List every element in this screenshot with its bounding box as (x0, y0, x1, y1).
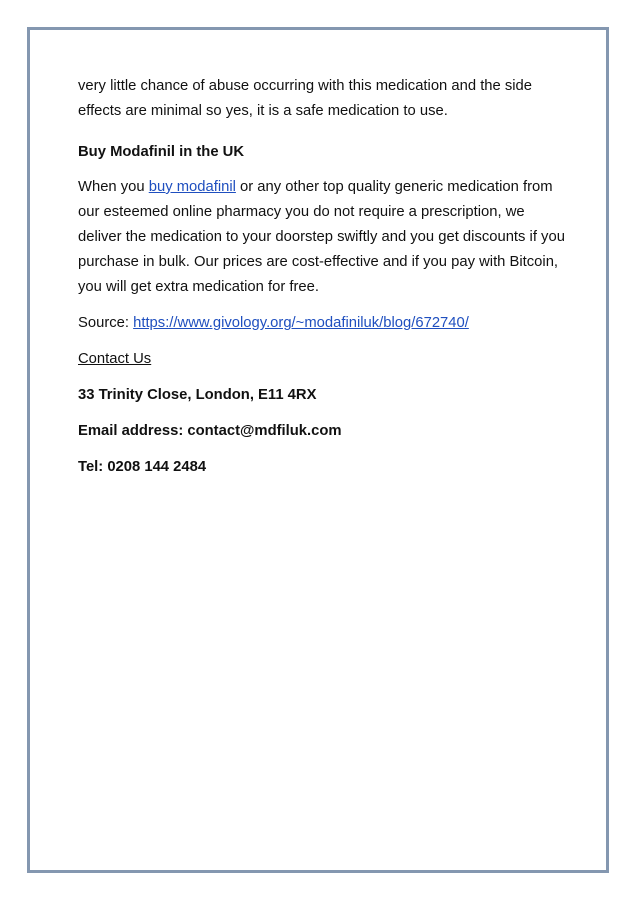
contact-us-text: Contact Us (78, 351, 152, 367)
source-line (78, 311, 570, 336)
buy-modafinil-link[interactable]: buy modafinil (148, 179, 236, 195)
contact-address: 33 Trinity Close, London, E11 4RX (78, 387, 317, 403)
section-heading: Buy Modafinil in the UK (78, 144, 245, 160)
section-text-before-link: When you (78, 179, 149, 195)
section-paragraph (78, 175, 570, 300)
contact-us-title (78, 347, 570, 372)
source-url-link[interactable]: https://www.givology.org/~modafiniluk/blog/672740/ (133, 315, 469, 331)
contact-tel: Tel: 0208 144 2484 (78, 459, 207, 475)
section-text-after-link: or any other top quality generic medication from our esteemed online pharmacy you do not require a prescription, we deliver the medication to your doorstep swiftly and you get discounts if you purchase in bulk. Our prices are cost-effective and if you pay with Bitcoin, you will get extra medication for free. (78, 179, 565, 295)
contact-email: Email address: contact@mdfiluk.com (78, 423, 342, 439)
document-content (78, 74, 570, 491)
source-label: Source: (78, 315, 134, 331)
intro-paragraph: very little chance of abuse occurring with this medication and the side effects are minimal so yes, it is a safe medication to use. (78, 78, 533, 119)
